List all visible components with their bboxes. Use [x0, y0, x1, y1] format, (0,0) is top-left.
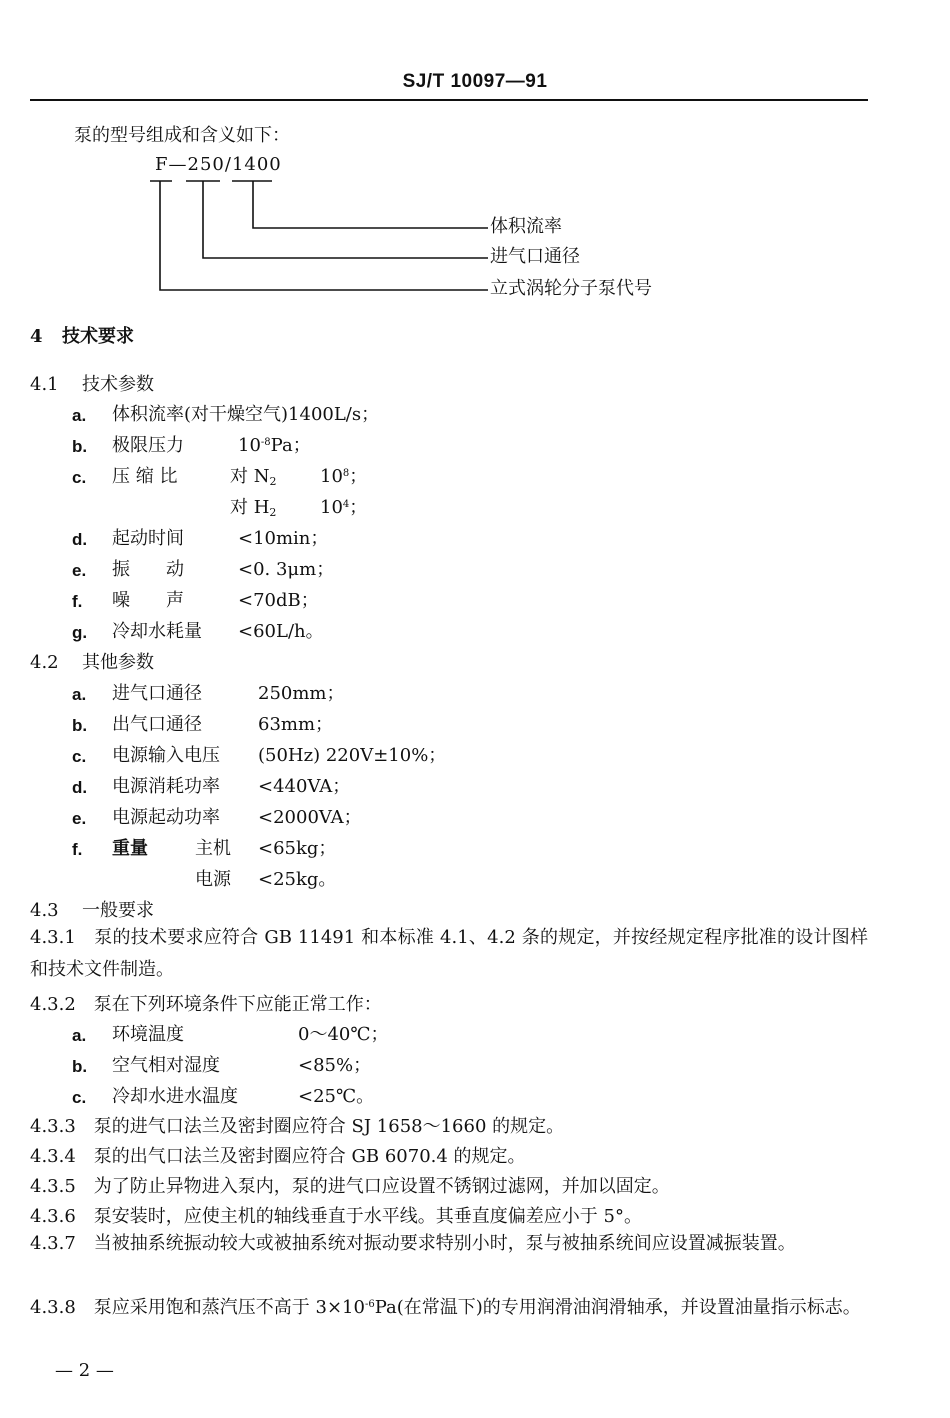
- s42-b-value: 63mm；: [258, 714, 334, 735]
- s42-f-value1: <65kg；: [258, 838, 337, 859]
- s42-c-name: 电源输入电压: [112, 745, 220, 766]
- s41-g-label: g.: [72, 623, 88, 642]
- s41-d-name: 起动时间: [112, 528, 184, 549]
- s42-f-label: f.: [72, 840, 83, 859]
- s43-num: 4.3: [30, 900, 59, 921]
- clause-4-3-3: 4.3.3 泵的进气口法兰及密封圈应符合 SJ 1658～1660 的规定。: [30, 1116, 565, 1137]
- callout-inlet: 进气口通径: [490, 246, 580, 267]
- s42-d-value: <440VA；: [258, 776, 351, 797]
- model-code-dash: —: [168, 154, 188, 175]
- s42-e-name: 电源起动功率: [112, 807, 220, 828]
- s41-c2-sub: 2: [269, 506, 277, 519]
- s41-c2-end: ；: [349, 497, 368, 518]
- s41-c2-value: [320, 499, 367, 517]
- section-4-num: 4: [30, 326, 43, 347]
- s41-c-label: c.: [72, 468, 87, 487]
- s41-d-label: d.: [72, 530, 88, 549]
- s41-c2-gas: [230, 499, 276, 517]
- clause-4-3-8-b: Pa(在常温下)的专用润滑油润滑轴承，并设置油量指示标志。: [374, 1297, 861, 1318]
- s41-c1-gas: [230, 468, 276, 486]
- model-code-1400: 1400: [231, 154, 282, 175]
- s41-c1-exp: 8: [342, 468, 350, 479]
- leader-flow: [253, 181, 488, 228]
- model-code-f: F: [155, 154, 169, 175]
- clause-4-3-1: 4.3.1 泵的技术要求应符合 GB 11491 和本标准 4.1、4.2 条的规定，并按经规定程序批准的设计图样和技术文件制造。: [30, 927, 868, 980]
- clause-4-3-5: 4.3.5 为了防止异物进入泵内，泵的进气口应设置不锈钢过滤网，并加以固定。: [30, 1176, 670, 1197]
- s42-num: 4.2: [30, 652, 59, 673]
- s43-b-label: b.: [72, 1057, 88, 1076]
- s41-f-label: f.: [72, 592, 83, 611]
- section-4-title: 技术要求: [62, 326, 134, 347]
- s41-c1-value: [320, 468, 367, 486]
- s41-c1-end: ；: [349, 466, 368, 487]
- s41-b-label: b.: [72, 437, 88, 456]
- s42-b-label: b.: [72, 716, 88, 735]
- clause-4-3-8: [30, 1292, 868, 1324]
- s42-f-sub2: 电源: [195, 869, 231, 890]
- clause-4-3-8-exp: -6: [364, 1299, 375, 1310]
- s41-c1-dui: 对 N: [230, 466, 270, 487]
- clause-4-3-2: 4.3.2 泵在下列环境条件下应能正常工作：: [30, 994, 382, 1015]
- s41-c2-dui: 对 H: [230, 497, 270, 518]
- s41-f-value: <70dB；: [238, 590, 319, 611]
- clause-4-3-4: 4.3.4 泵的出气口法兰及密封圈应符合 GB 6070.4 的规定。: [30, 1146, 526, 1167]
- s43-a-name: 环境温度: [112, 1024, 184, 1045]
- callout-type: 立式涡轮分子泵代号: [490, 278, 652, 299]
- s42-c-label: c.: [72, 747, 87, 766]
- s42-f-name: 重量: [112, 838, 148, 859]
- standard-number: SJ/T 10097—91: [402, 71, 548, 92]
- s41-g-value: <60L/h。: [238, 621, 324, 642]
- s41-c-name: 压 缩 比: [112, 466, 178, 487]
- s41-g-name: 冷却水耗量: [112, 621, 202, 642]
- clause-4-3-7: 4.3.7 当被抽系统振动较大或被抽系统对振动要求特别小时，泵与被抽系统间应设置减振装置。: [30, 1233, 796, 1254]
- s41-c1-sub: 2: [269, 475, 277, 488]
- page-number: — 2 —: [55, 1360, 114, 1381]
- s42-f-value2: <25kg。: [258, 869, 337, 890]
- s41-c2-base: 10: [320, 497, 343, 518]
- leader-inlet: [203, 181, 488, 258]
- s43-a-value: 0～40℃；: [298, 1024, 389, 1045]
- s41-b-unit: Pa；: [270, 435, 311, 456]
- s41-a-text: 体积流率(对干燥空气)1400L/s；: [112, 404, 380, 425]
- s41-d-value: <10min；: [238, 528, 329, 549]
- s41-b-exp: -8: [260, 437, 271, 448]
- s41-title: 技术参数: [82, 374, 154, 395]
- callout-flow: 体积流率: [490, 216, 562, 237]
- s42-title: 其他参数: [82, 652, 154, 673]
- s41-num: 4.1: [30, 374, 59, 395]
- model-intro: 泵的型号组成和含义如下：: [74, 125, 290, 146]
- s41-b-name: 极限压力: [112, 435, 184, 456]
- s41-f-name: 噪 声: [112, 590, 184, 611]
- clause-4-3-6: 4.3.6 泵安装时，应使主机的轴线垂直于水平线。其垂直度偏差应小于 5°。: [30, 1206, 642, 1227]
- s42-a-value: 250mm；: [258, 683, 345, 704]
- s42-a-name: 进气口通径: [112, 683, 202, 704]
- s41-b-value: [238, 437, 311, 455]
- s42-b-name: 出气口通径: [112, 714, 202, 735]
- s42-d-name: 电源消耗功率: [112, 776, 220, 797]
- leader-type: [160, 181, 488, 290]
- s41-a-label: a.: [72, 406, 87, 425]
- s43-c-label: c.: [72, 1088, 87, 1107]
- s43-title: 一般要求: [82, 900, 154, 921]
- s41-c1-base: 10: [320, 466, 343, 487]
- clause-4-3-8-a: 4.3.8 泵应采用饱和蒸汽压不高于 3×10: [30, 1297, 365, 1318]
- s42-a-label: a.: [72, 685, 87, 704]
- model-code-250: 250: [187, 154, 225, 175]
- s41-c2-exp: 4: [342, 499, 350, 510]
- s41-e-value: <0. 3μm；: [238, 559, 335, 580]
- s42-c-value: (50Hz) 220V±10%；: [258, 745, 447, 766]
- s42-f-sub1: 主机: [195, 838, 231, 859]
- s42-d-label: d.: [72, 778, 88, 797]
- s42-e-value: <2000VA；: [258, 807, 362, 828]
- s43-c-value: <25℃。: [298, 1086, 375, 1107]
- s42-e-label: e.: [72, 809, 87, 828]
- s43-b-value: <85%；: [298, 1055, 372, 1076]
- s43-a-label: a.: [72, 1026, 87, 1045]
- model-code-slash: /: [224, 154, 232, 175]
- s41-e-name: 振 动: [112, 559, 184, 580]
- s41-b-base: 10: [238, 435, 261, 456]
- s43-c-name: 冷却水进水温度: [112, 1086, 238, 1107]
- s43-b-name: 空气相对湿度: [112, 1055, 220, 1076]
- s41-e-label: e.: [72, 561, 87, 580]
